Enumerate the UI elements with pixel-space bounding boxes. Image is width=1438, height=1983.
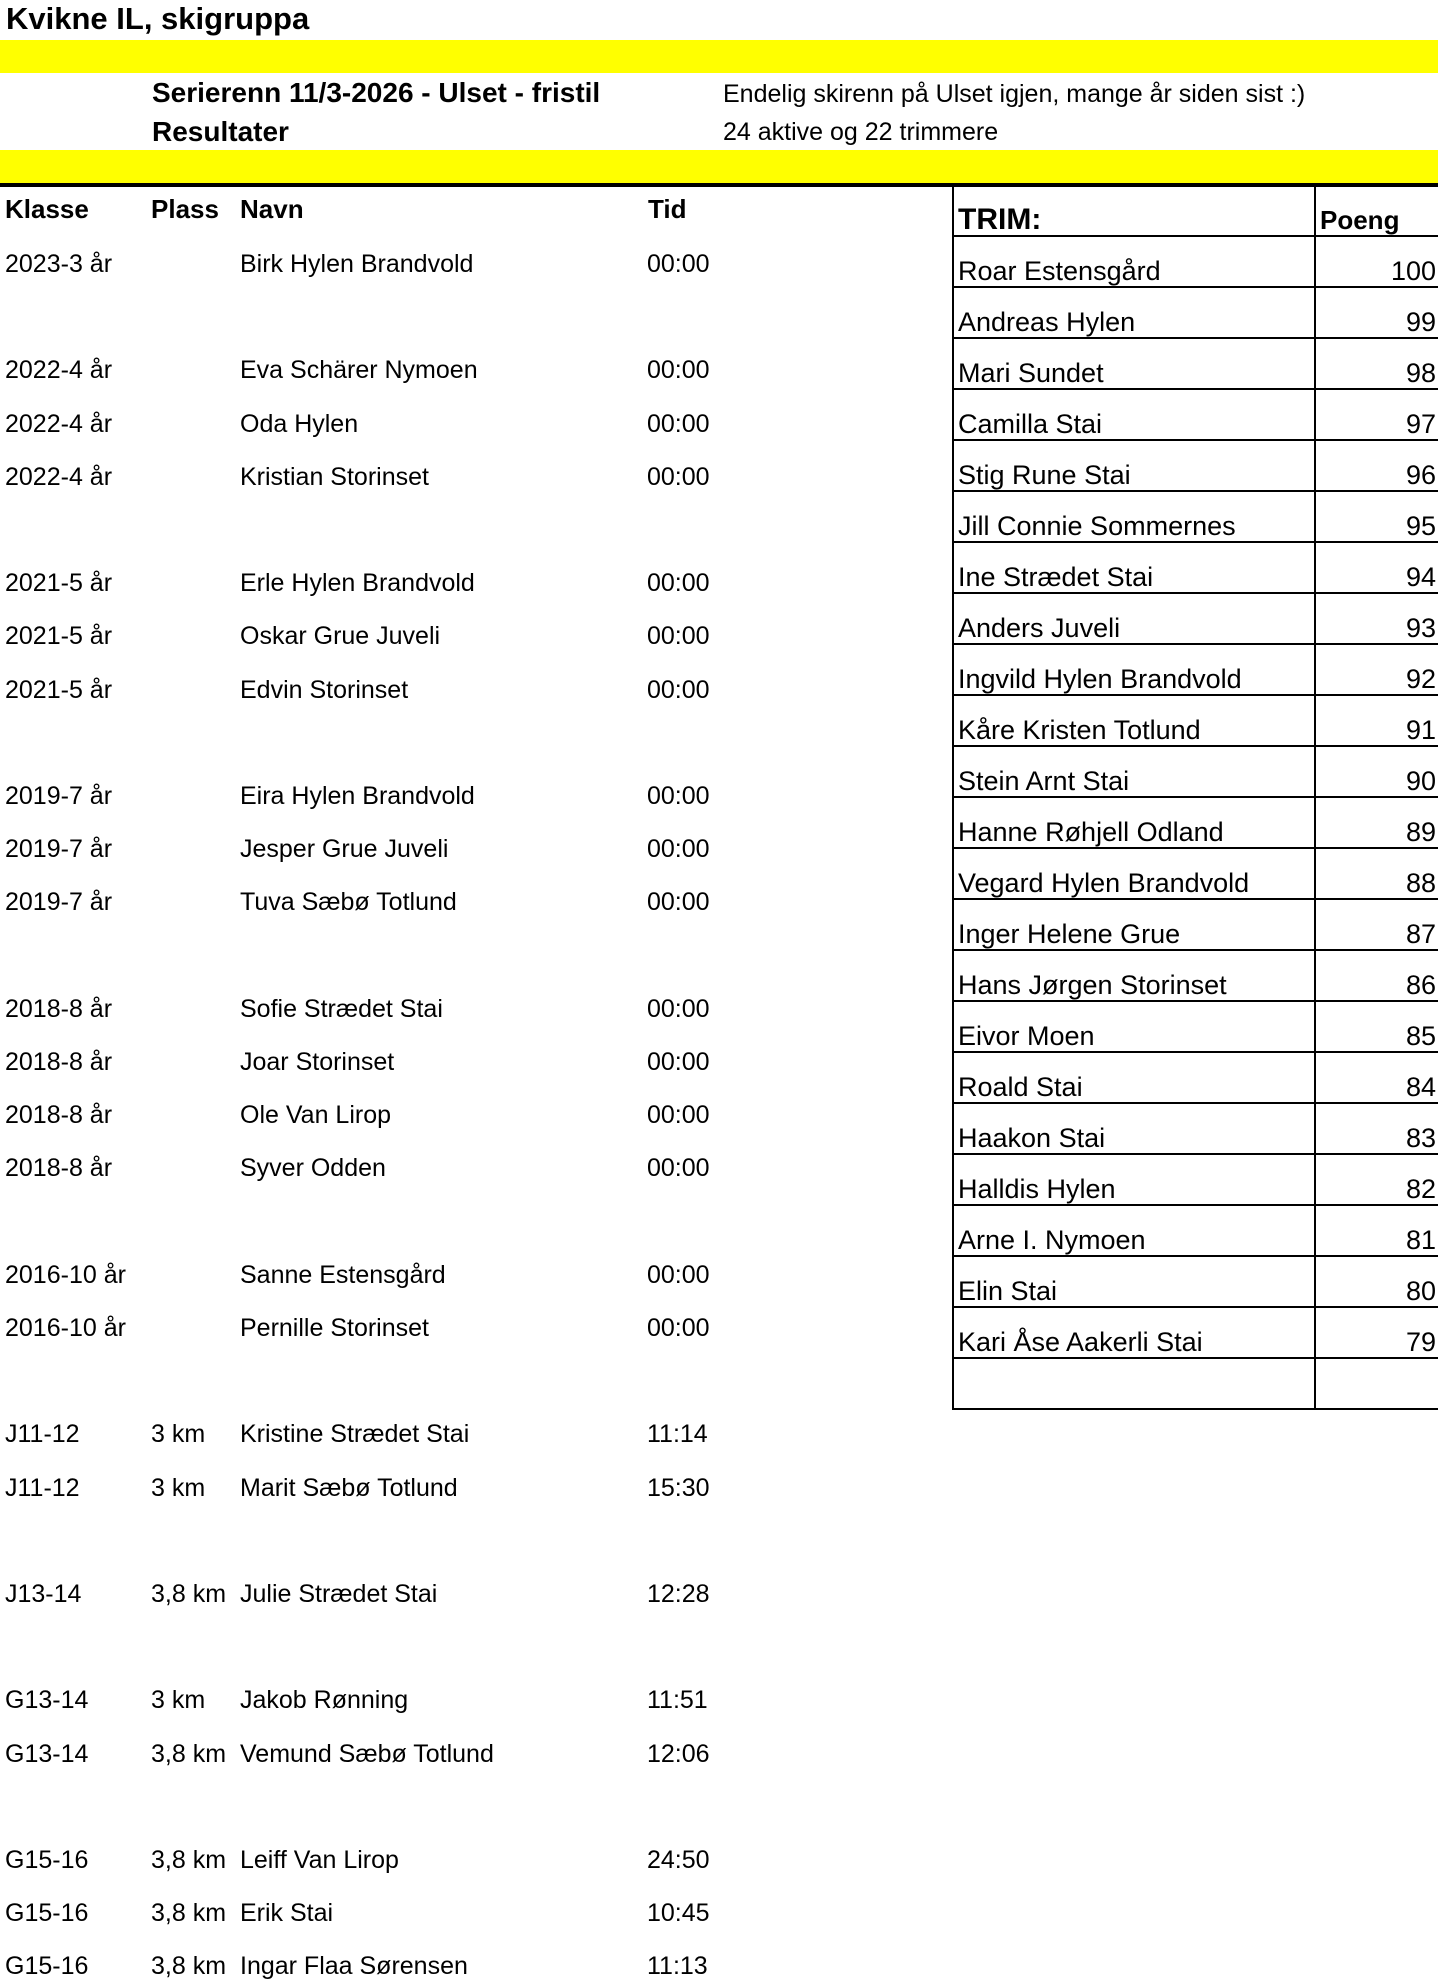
header-band-bottom	[0, 150, 1438, 183]
result-klasse: 2016-10 år	[5, 1314, 126, 1342]
result-navn: Tuva Sæbø Totlund	[240, 888, 457, 916]
trim-name: Anders Juveli	[953, 593, 1315, 644]
club-title: Kvikne IL, skigruppa	[6, 1, 310, 36]
event-subtitle: Resultater	[152, 116, 289, 147]
result-tid: 00:00	[647, 995, 710, 1023]
trim-row	[953, 746, 1438, 797]
result-tid: 00:00	[647, 569, 710, 597]
trim-points: 91	[1315, 695, 1438, 746]
trim-row	[953, 440, 1438, 491]
column-header-navn: Navn	[240, 194, 304, 224]
trim-row	[953, 389, 1438, 440]
trim-name: Stein Arnt Stai	[953, 746, 1315, 797]
trim-name: Kari Åse Aakerli Stai	[953, 1307, 1315, 1358]
result-plass: 3,8 km	[151, 1846, 227, 1874]
trim-name: Hans Jørgen Storinset	[953, 950, 1315, 1001]
result-klasse: 2023-3 år	[5, 250, 113, 278]
trim-row	[953, 644, 1438, 695]
result-tid: 00:00	[647, 356, 710, 384]
trim-points: 88	[1315, 848, 1438, 899]
trim-row	[953, 491, 1438, 542]
trim-points: 94	[1315, 542, 1438, 593]
result-klasse: G15-16	[5, 1952, 89, 1980]
result-klasse: J11-12	[5, 1420, 80, 1448]
trim-name: Haakon Stai	[953, 1103, 1315, 1154]
result-navn: Birk Hylen Brandvold	[240, 250, 474, 278]
result-tid: 12:28	[647, 1580, 710, 1608]
trim-row	[953, 1052, 1438, 1103]
trim-row	[953, 899, 1438, 950]
trim-row	[953, 593, 1438, 644]
trim-row	[953, 797, 1438, 848]
result-navn: Jakob Rønning	[240, 1686, 409, 1714]
trim-name: Ingvild Hylen Brandvold	[953, 644, 1315, 695]
trim-points: 95	[1315, 491, 1438, 542]
trim-row	[953, 287, 1438, 338]
trim-points: 81	[1315, 1205, 1438, 1256]
result-plass: 3,8 km	[151, 1952, 227, 1980]
trim-name: Elin Stai	[953, 1256, 1315, 1307]
result-plass: 3,8 km	[151, 1580, 227, 1608]
trim-name	[953, 1358, 1315, 1409]
trim-table	[952, 186, 1438, 1410]
trim-name: Halldis Hylen	[953, 1154, 1315, 1205]
trim-points: 92	[1315, 644, 1438, 695]
result-tid: 00:00	[647, 835, 710, 863]
trim-row	[953, 950, 1438, 1001]
trim-points: 96	[1315, 440, 1438, 491]
result-tid: 00:00	[647, 1314, 710, 1342]
trim-header-row	[953, 186, 1438, 236]
result-tid: 11:51	[647, 1686, 708, 1714]
trim-name: Mari Sundet	[953, 338, 1315, 389]
column-header-tid: Tid	[648, 194, 687, 224]
trim-points	[1315, 1358, 1438, 1409]
result-tid: 00:00	[647, 1048, 710, 1076]
result-klasse: 2018-8 år	[5, 1101, 113, 1129]
result-navn: Kristian Storinset	[240, 463, 429, 491]
trim-points: 98	[1315, 338, 1438, 389]
result-navn: Eva Schärer Nymoen	[240, 356, 478, 384]
trim-points: 90	[1315, 746, 1438, 797]
participant-summary: 24 aktive og 22 trimmere	[723, 118, 999, 146]
event-title: Serierenn 11/3-2026 - Ulset - fristil	[152, 77, 601, 108]
trim-row	[953, 1154, 1438, 1205]
result-plass: 3 km	[151, 1420, 206, 1448]
result-navn: Jesper Grue Juveli	[240, 835, 449, 863]
trim-points: 82	[1315, 1154, 1438, 1205]
result-navn: Oskar Grue Juveli	[240, 622, 441, 650]
trim-row	[953, 1205, 1438, 1256]
trim-name: Stig Rune Stai	[953, 440, 1315, 491]
header-band-top	[0, 40, 1438, 73]
trim-row	[953, 1358, 1438, 1409]
result-navn: Pernille Storinset	[240, 1314, 429, 1342]
result-tid: 00:00	[647, 410, 710, 438]
result-tid: 00:00	[647, 250, 710, 278]
result-tid: 10:45	[647, 1899, 710, 1927]
result-navn: Ole Van Lirop	[240, 1101, 392, 1129]
result-klasse: 2016-10 år	[5, 1261, 126, 1289]
trim-points-header: Poeng	[1315, 186, 1438, 236]
result-navn: Oda Hylen	[240, 410, 359, 438]
result-navn: Vemund Sæbø Totlund	[240, 1740, 494, 1768]
trim-points: 80	[1315, 1256, 1438, 1307]
trim-name: Ine Strædet Stai	[953, 542, 1315, 593]
result-klasse: 2019-7 år	[5, 835, 113, 863]
trim-points: 99	[1315, 287, 1438, 338]
trim-name: Hanne Røhjell Odland	[953, 797, 1315, 848]
trim-points: 86	[1315, 950, 1438, 1001]
result-tid: 00:00	[647, 1261, 710, 1289]
trim-points: 84	[1315, 1052, 1438, 1103]
trim-name: Inger Helene Grue	[953, 899, 1315, 950]
trim-name: Vegard Hylen Brandvold	[953, 848, 1315, 899]
result-navn: Sofie Strædet Stai	[240, 995, 443, 1023]
trim-row	[953, 1103, 1438, 1154]
result-tid: 00:00	[647, 622, 710, 650]
result-navn: Marit Sæbø Totlund	[240, 1474, 458, 1502]
result-plass: 3 km	[151, 1474, 206, 1502]
column-header-plass: Plass	[151, 194, 219, 224]
column-header-klasse: Klasse	[5, 194, 89, 224]
result-tid: 00:00	[647, 1101, 710, 1129]
result-tid: 12:06	[647, 1740, 710, 1768]
trim-name: Kåre Kristen Totlund	[953, 695, 1315, 746]
trim-row	[953, 695, 1438, 746]
trim-points: 93	[1315, 593, 1438, 644]
trim-points: 85	[1315, 1001, 1438, 1052]
trim-row	[953, 1307, 1438, 1358]
result-navn: Ingar Flaa Sørensen	[240, 1952, 468, 1980]
trim-name: Eivor Moen	[953, 1001, 1315, 1052]
result-navn: Kristine Strædet Stai	[240, 1420, 470, 1448]
result-navn: Edvin Storinset	[240, 676, 409, 704]
result-tid: 00:00	[647, 463, 710, 491]
trim-row	[953, 338, 1438, 389]
trim-points: 100	[1315, 236, 1438, 287]
result-tid: 00:00	[647, 782, 710, 810]
result-klasse: 2022-4 år	[5, 463, 113, 491]
result-plass: 3,8 km	[151, 1899, 227, 1927]
trim-title: TRIM:	[953, 186, 1315, 236]
result-klasse: 2022-4 år	[5, 410, 113, 438]
trim-row	[953, 542, 1438, 593]
result-tid: 00:00	[647, 676, 710, 704]
result-klasse: J13-14	[5, 1580, 82, 1608]
trim-row	[953, 1001, 1438, 1052]
trim-name: Andreas Hylen	[953, 287, 1315, 338]
trim-points: 87	[1315, 899, 1438, 950]
result-klasse: J11-12	[5, 1474, 80, 1502]
trim-row	[953, 1256, 1438, 1307]
result-plass: 3,8 km	[151, 1740, 227, 1768]
result-navn: Leiff Van Lirop	[240, 1846, 399, 1874]
result-navn: Syver Odden	[240, 1154, 386, 1182]
result-navn: Sanne Estensgård	[240, 1261, 446, 1289]
result-tid: 00:00	[647, 1154, 710, 1182]
result-klasse: G15-16	[5, 1899, 89, 1927]
result-klasse: 2018-8 år	[5, 995, 113, 1023]
result-klasse: G13-14	[5, 1740, 89, 1768]
result-tid: 11:14	[647, 1420, 708, 1448]
result-tid: 00:00	[647, 888, 710, 916]
result-klasse: 2018-8 år	[5, 1048, 113, 1076]
result-tid: 24:50	[647, 1846, 710, 1874]
trim-points: 79	[1315, 1307, 1438, 1358]
result-tid: 11:13	[647, 1952, 708, 1980]
result-klasse: 2018-8 år	[5, 1154, 113, 1182]
trim-row	[953, 848, 1438, 899]
result-klasse: 2022-4 år	[5, 356, 113, 384]
trim-points: 83	[1315, 1103, 1438, 1154]
result-klasse: 2021-5 år	[5, 622, 113, 650]
trim-name: Arne I. Nymoen	[953, 1205, 1315, 1256]
result-navn: Erle Hylen Brandvold	[240, 569, 475, 597]
result-klasse: 2021-5 år	[5, 676, 113, 704]
trim-name: Jill Connie Sommernes	[953, 491, 1315, 542]
result-klasse: 2019-7 år	[5, 888, 113, 916]
trim-points: 97	[1315, 389, 1438, 440]
trim-name: Camilla Stai	[953, 389, 1315, 440]
trim-name: Roald Stai	[953, 1052, 1315, 1103]
result-klasse: G15-16	[5, 1846, 89, 1874]
result-klasse: 2019-7 år	[5, 782, 113, 810]
event-note: Endelig skirenn på Ulset igjen, mange år siden sist :)	[723, 80, 1306, 108]
trim-name: Roar Estensgård	[953, 236, 1315, 287]
trim-points: 89	[1315, 797, 1438, 848]
result-klasse: G13-14	[5, 1686, 89, 1714]
result-plass: 3 km	[151, 1686, 206, 1714]
result-klasse: 2021-5 år	[5, 569, 113, 597]
result-navn: Erik Stai	[240, 1899, 334, 1927]
result-navn: Joar Storinset	[240, 1048, 395, 1076]
trim-row	[953, 236, 1438, 287]
result-tid: 15:30	[647, 1474, 710, 1502]
result-navn: Julie Strædet Stai	[240, 1580, 438, 1608]
result-navn: Eira Hylen Brandvold	[240, 782, 475, 810]
